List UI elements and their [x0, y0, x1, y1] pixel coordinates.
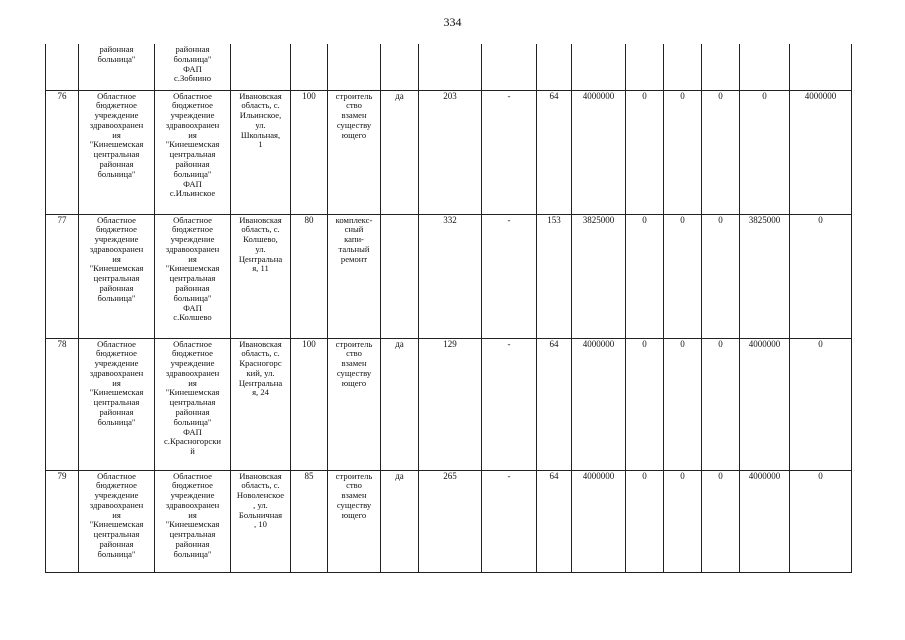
cell-16: 4000000: [790, 90, 852, 214]
cell-5: 100: [291, 90, 328, 214]
cell-facility: Областное бюджетное учреждение здравоохранен ия "Кинешемская центральная районная больница": [155, 470, 231, 572]
cell-5: 80: [291, 214, 328, 338]
cell-no: 76: [46, 90, 79, 214]
cell-7: да: [381, 338, 419, 470]
table-row: [46, 338, 852, 470]
cell-11: 4000000: [572, 90, 626, 214]
cell-org: Областное бюджетное учреждение здравоохранен ия "Кинешемская центральная районная больница": [79, 90, 155, 214]
cell-facility: Областное бюджетное учреждение здравоохранен ия "Кинешемская центральная районная больница" ФАП с.Колшево: [155, 214, 231, 338]
cell-no: 79: [46, 470, 79, 572]
cell-16: [790, 44, 852, 90]
cell-7: да: [381, 470, 419, 572]
cell-5: 100: [291, 338, 328, 470]
cell-13: 0: [664, 470, 702, 572]
cell-org: Областное бюджетное учреждение здравоохранен ия "Кинешемская центральная районная больница": [79, 338, 155, 470]
cell-9: -: [482, 90, 537, 214]
cell-work: строитель ство взамен существу ющего: [328, 470, 381, 572]
cell-5: [291, 44, 328, 90]
cell-address: Ивановская область, с. Красногорс кий, ул. Центральна я, 24: [231, 338, 291, 470]
cell-14: 0: [702, 470, 740, 572]
cell-12: 0: [626, 470, 664, 572]
cell-11: 4000000: [572, 338, 626, 470]
cell-14: 0: [702, 90, 740, 214]
table-row-continuation: [46, 44, 852, 90]
cell-12: 0: [626, 90, 664, 214]
cell-11: 4000000: [572, 470, 626, 572]
cell-7: [381, 44, 419, 90]
cell-8: [419, 44, 482, 90]
cell-15: 4000000: [740, 338, 790, 470]
cell-11: [572, 44, 626, 90]
cell-8: 265: [419, 470, 482, 572]
cell-12: [626, 44, 664, 90]
cell-address: Ивановская область, с. Колшево, ул. Центральна я, 11: [231, 214, 291, 338]
cell-8: 203: [419, 90, 482, 214]
cell-10: 64: [537, 470, 572, 572]
table-row: [46, 470, 852, 572]
cell-9: -: [482, 214, 537, 338]
cell-facility: Областное бюджетное учреждение здравоохранен ия "Кинешемская центральная районная больница" ФАП с.Красногорски й: [155, 338, 231, 470]
cell-14: [702, 44, 740, 90]
cell-no: [46, 44, 79, 90]
facilities-table: [45, 44, 852, 573]
cell-10: 64: [537, 338, 572, 470]
cell-9: [482, 44, 537, 90]
cell-10: [537, 44, 572, 90]
cell-address: Ивановская область, с. Новоленское , ул. Больничная , 10: [231, 470, 291, 572]
cell-15: [740, 44, 790, 90]
cell-12: 0: [626, 214, 664, 338]
cell-facility: районная больница" ФАП с.Зобнино: [155, 44, 231, 90]
table-row: [46, 214, 852, 338]
page-number: 334: [443, 15, 462, 29]
cell-14: 0: [702, 338, 740, 470]
cell-8: 332: [419, 214, 482, 338]
table-row: [46, 90, 852, 214]
cell-work: строитель ство взамен существу ющего: [328, 338, 381, 470]
cell-5: 85: [291, 470, 328, 572]
cell-16: 0: [790, 338, 852, 470]
cell-11: 3825000: [572, 214, 626, 338]
cell-org: районная больница": [79, 44, 155, 90]
cell-work: комплекс- сный капи- тальный ремонт: [328, 214, 381, 338]
cell-7: да: [381, 90, 419, 214]
cell-10: 64: [537, 90, 572, 214]
cell-13: [664, 44, 702, 90]
cell-work: строитель ство взамен существу ющего: [328, 90, 381, 214]
cell-14: 0: [702, 214, 740, 338]
cell-12: 0: [626, 338, 664, 470]
cell-13: 0: [664, 214, 702, 338]
cell-10: 153: [537, 214, 572, 338]
cell-15: 3825000: [740, 214, 790, 338]
cell-8: 129: [419, 338, 482, 470]
cell-no: 77: [46, 214, 79, 338]
cell-7: [381, 214, 419, 338]
cell-address: [231, 44, 291, 90]
cell-org: Областное бюджетное учреждение здравоохранен ия "Кинешемская центральная районная больница": [79, 214, 155, 338]
cell-13: 0: [664, 90, 702, 214]
cell-9: -: [482, 470, 537, 572]
cell-15: 4000000: [740, 470, 790, 572]
cell-15: 0: [740, 90, 790, 214]
cell-9: -: [482, 338, 537, 470]
cell-16: 0: [790, 470, 852, 572]
cell-work: [328, 44, 381, 90]
cell-16: 0: [790, 214, 852, 338]
cell-13: 0: [664, 338, 702, 470]
cell-address: Ивановская область, с. Ильинское, ул. Школьная, 1: [231, 90, 291, 214]
cell-org: Областное бюджетное учреждение здравоохранен ия "Кинешемская центральная районная больница": [79, 470, 155, 572]
cell-no: 78: [46, 338, 79, 470]
cell-facility: Областное бюджетное учреждение здравоохранен ия "Кинешемская центральная районная больница" ФАП с.Ильинское: [155, 90, 231, 214]
